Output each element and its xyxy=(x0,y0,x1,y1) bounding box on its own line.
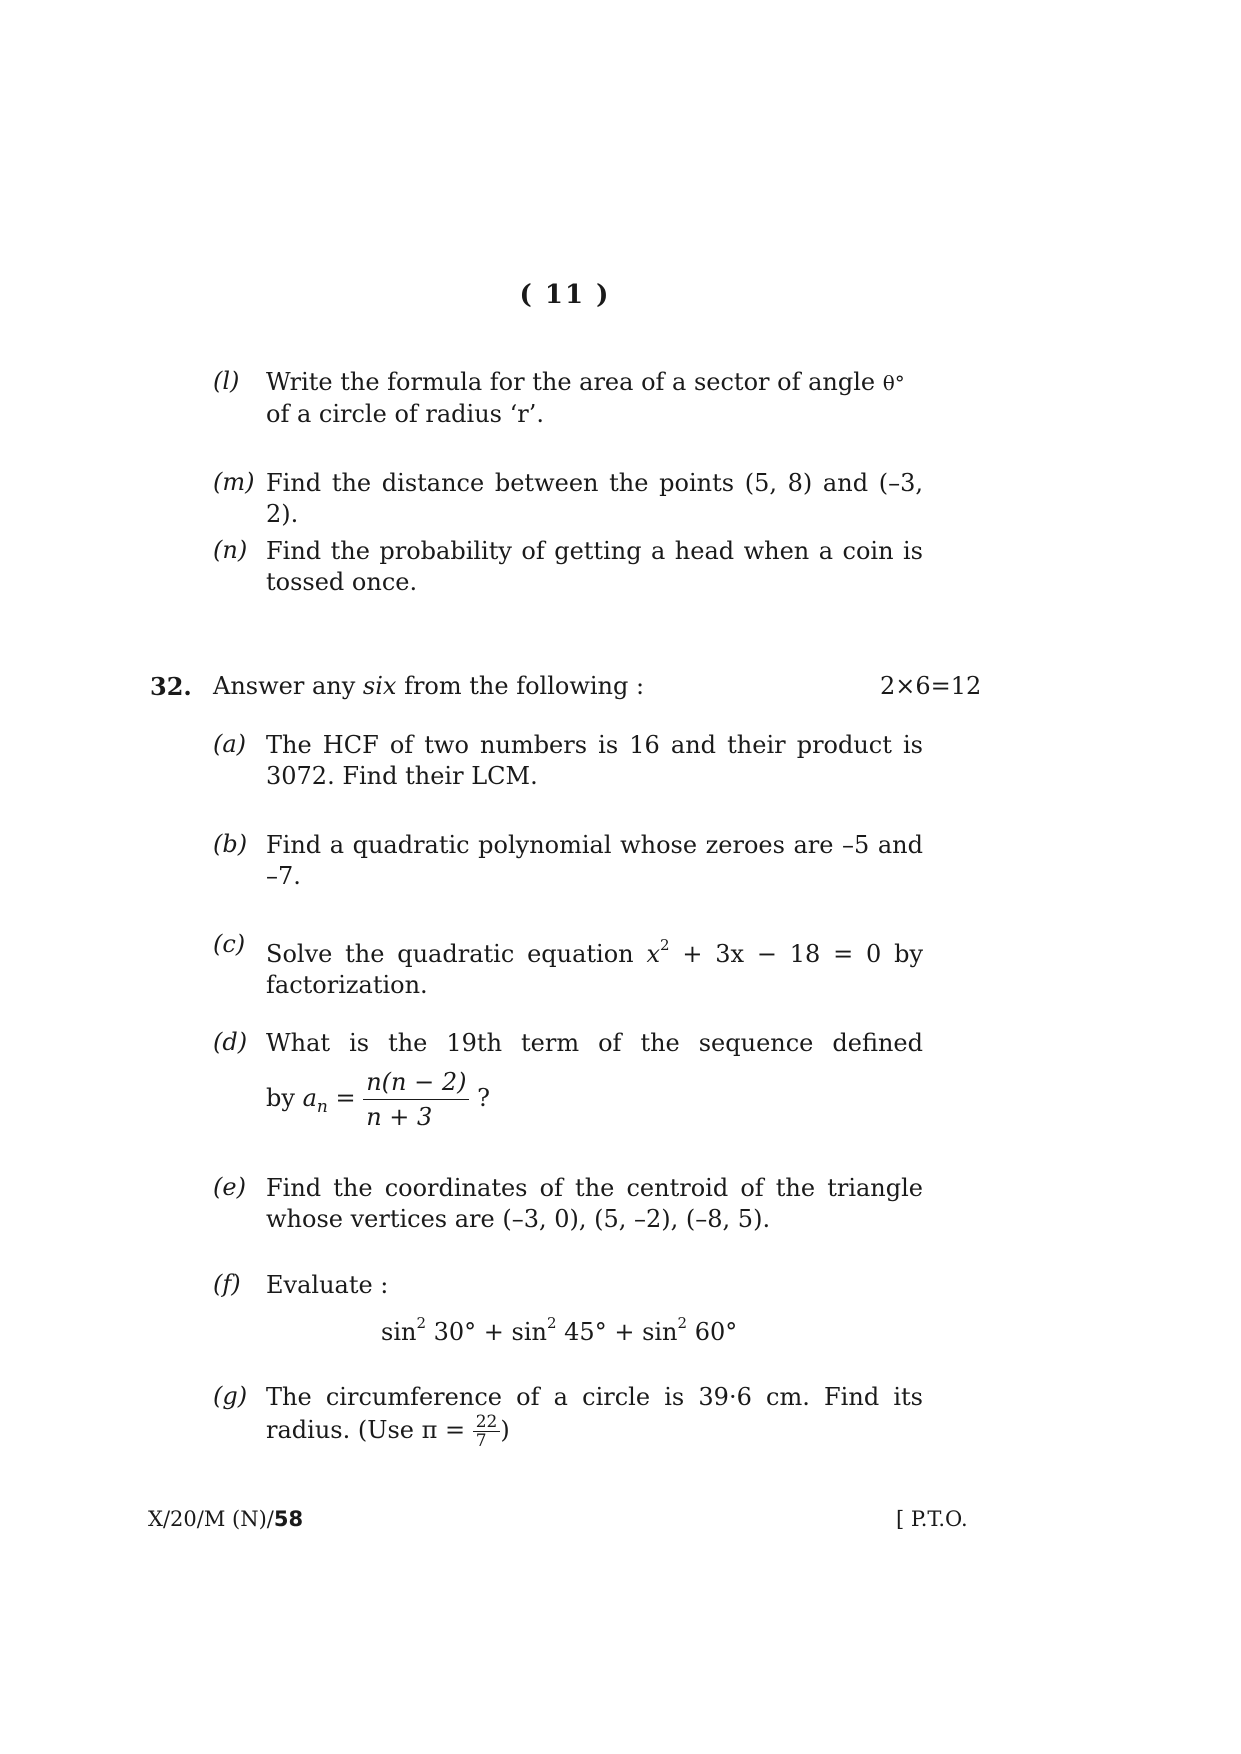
part-label: (e) xyxy=(213,1173,246,1201)
part-text: Solve the quadratic equation $x^2 + 3x - 18 = 0$ by factorization. xyxy=(266,936,924,999)
question-number: 32. xyxy=(150,672,192,701)
item-text: Find the probability of getting a head when a coin is tossed once. xyxy=(266,537,923,596)
item-label: (m) xyxy=(213,468,255,496)
part-label: (d) xyxy=(213,1028,248,1056)
part-text: The HCF of two numbers is 16 and their product is 3072. Find their LCM. xyxy=(266,731,923,790)
pi-fraction: $\frac{22}{7}$ xyxy=(473,1413,501,1450)
question-item-l xyxy=(213,367,923,430)
question-instruction: Answer any six from the following : xyxy=(213,672,645,700)
question-part-f xyxy=(213,1270,923,1346)
part-text: Find the coordinates of the centroid of the triangle whose vertices are (–3, 0), (5, –2), (–8, 5). xyxy=(266,1174,923,1233)
question-part-c xyxy=(213,930,923,1001)
question-part-g xyxy=(213,1382,923,1450)
item-label: (n) xyxy=(213,536,248,564)
item-text: Write the formula for the area of a sector of angle θ° of a circle of radius ‘r’. xyxy=(266,368,905,428)
trig-expression: $\sin^2 30^\circ + \sin^2 45^\circ + \sin^2 60^\circ$ xyxy=(381,1314,738,1346)
question-part-b xyxy=(213,830,923,892)
theta-symbol: θ° xyxy=(882,371,905,395)
part-label: (b) xyxy=(213,830,248,858)
question-part-d xyxy=(213,1028,923,1134)
part-text: Find a quadratic polynomial whose zeroes are –5 and –7. xyxy=(266,831,923,890)
item-text: Find the distance between the points (5, 8) and (–3, 2). xyxy=(266,469,923,528)
part-text: The circumference of a circle is 39·6 cm. Find its radius. (Use π = $\frac{22}{7}$ ) xyxy=(266,1383,923,1451)
part-text: What is the 19th term of the sequence defined by $a_n$ = $\frac{n(n - 2)}{n + 3}$ ? xyxy=(266,1028,923,1134)
quadratic-equation: $x^2 + 3x - 18 = 0$ xyxy=(646,936,882,968)
question-part-a xyxy=(213,730,923,792)
page-number: ( 11 ) xyxy=(519,280,611,310)
part-label: (g) xyxy=(213,1382,248,1410)
sequence-formula: by $a_n$ = $\frac{n(n - 2)}{n + 3}$ ? xyxy=(266,1065,923,1134)
question-item-m xyxy=(213,468,923,530)
part-label: (c) xyxy=(213,930,246,958)
question-part-e xyxy=(213,1173,923,1235)
fraction: $\frac{n(n - 2)}{n + 3}$ xyxy=(363,1065,469,1134)
part-text: Evaluate : xyxy=(266,1271,389,1299)
part-label: (a) xyxy=(213,730,247,758)
item-label: (l) xyxy=(213,367,240,395)
question-item-n xyxy=(213,536,923,598)
paper-code: X/20/M (N)/58 xyxy=(148,1507,304,1531)
pto-label: [ P.T.O. xyxy=(896,1507,968,1531)
question-marks: 2×6=12 xyxy=(880,672,982,700)
part-label: (f) xyxy=(213,1270,241,1298)
